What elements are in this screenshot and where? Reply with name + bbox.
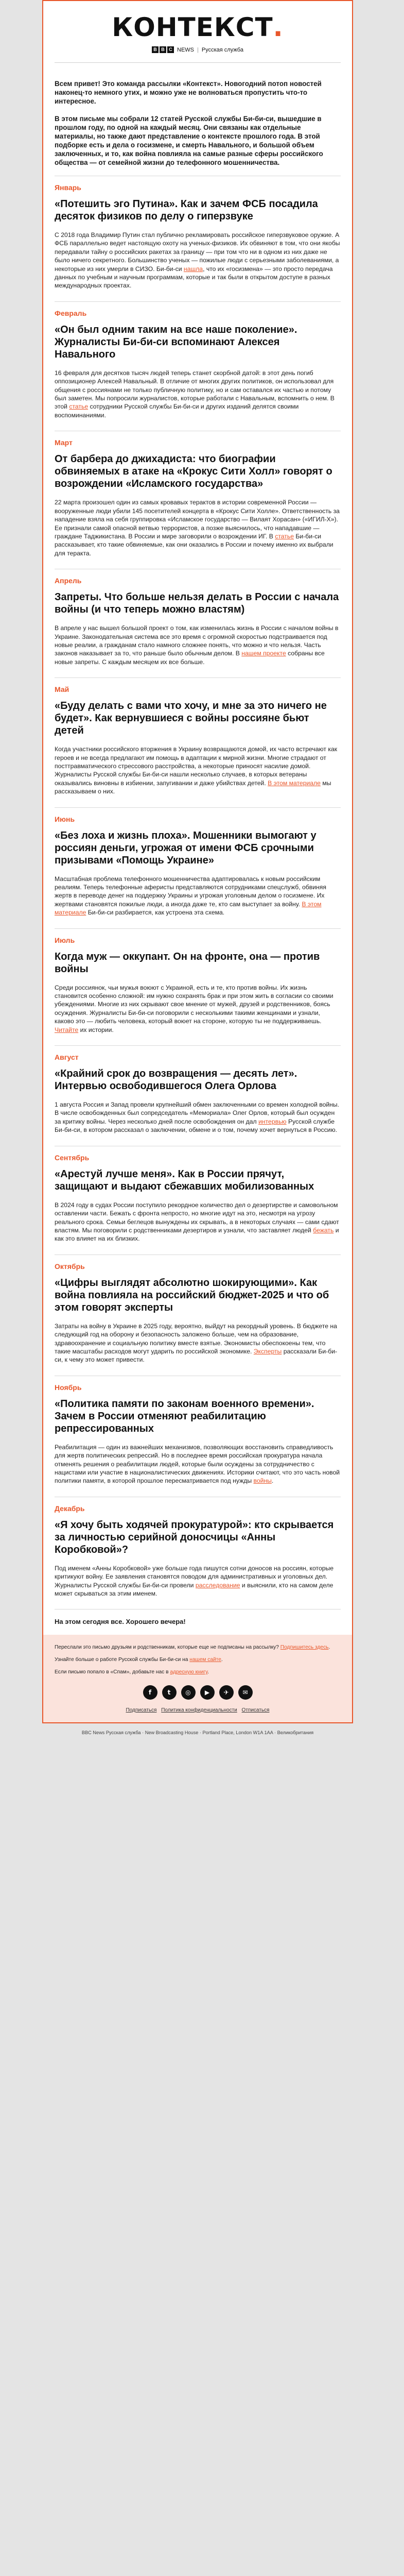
article-summary [55,745,341,795]
month-label: Май [55,685,69,694]
footer-link-privacy[interactable]: Политика конфиденциальности [161,1707,237,1714]
address-book-link[interactable]: адресную книгу [170,1669,208,1675]
article-summary [55,984,341,1034]
article-link[interactable]: нашла [183,265,203,273]
article-headline[interactable]: «Цифры выглядят абсолютно шокирующими». Как война повлияла на российский бюджет-2025 и что об этом говорят эксперты [55,1277,329,1313]
article-summary [55,1322,341,1364]
social-icons [55,1685,341,1700]
twitter-icon[interactable]: t [162,1685,177,1700]
article-summary [55,875,341,917]
telegram-icon[interactable]: ✈ [219,1685,234,1700]
article-section [55,431,341,569]
intro [55,79,341,167]
summary-text: Среди россиянок, чьи мужья воюют с Украиной, есть и те, кто против войны. Их жизнь становится особенно сложной: им нужно сохранять брак и при этом жить в согласии со своими убеждениями. Многие из них скрывают свое мнение от мужей, друзей и родственников, боясь осуждения. Журналисты Би-би-си поговорили с несколькими такими женщинами и узнали, каково это — любить человека, который воюет на стороне, которую ты не поддерживаешь. [55,984,333,1025]
article-headline[interactable]: «Крайний срок до возвращения — десять лет». Интервью освободившегося Олега Орлова [55,1068,297,1092]
article-headline[interactable]: «Я хочу быть ходячей прокуратурой»: кто скрывается за личностью серийной доносчицы «Анны Коробковой»? [55,1519,334,1555]
article-headline[interactable]: «Политика памяти по законам военного времени». Зачем в России отменяют реабилитацию репрессированных [55,1398,314,1434]
summary-text: В апреле у нас вышел большой проект о том, как изменилась жизнь в России с началом войны в Украине. Законодательная система все это время с огромной скоростью подстраивается под новые реалии, а гражданам стало намного сложнее понять, что можно и что нельзя. Часть законов наказывает за то, что раньше было обычным делом. В [55,624,339,657]
bbc-letter-c: C [167,46,174,53]
intro-paragraph: Всем привет! Это команда рассылки «Контекст». Новогодний потоп новостей наконец-то немного утих, и можно уже не волноваться пропустить что-то интересное. [55,80,322,105]
article-link[interactable]: расследование [195,1581,240,1589]
footer-text: . [328,1645,330,1651]
article-section [55,301,341,431]
article-section [55,569,341,677]
article-sections [55,176,341,1609]
email-icon[interactable]: ✉ [238,1685,253,1700]
summary-text: Русской службе Би-би-си, в котором рассказал о заключении, обмене и о том, почему хочет вернуться в Россию. [55,1117,337,1134]
news-label: NEWS [177,46,195,53]
footer-link-unsubscribe[interactable]: Отписаться [241,1707,270,1714]
summary-text: их истории. [78,1026,114,1033]
article-section [55,928,341,1045]
subscribe-link[interactable]: Подпишитесь здесь [280,1645,329,1651]
article-headline[interactable]: «Без лоха и жизнь плоха». Мошенники вымогают у россиян деньги, угрожая от имени ФСБ срочными призывами «Помощь Украине» [55,829,317,866]
article-link[interactable]: войны [253,1477,272,1485]
article-section [55,1255,341,1376]
footer-text: Переслали это письмо друзьям и родственникам, которые еще не подписаны на рассылку? [55,1645,280,1651]
footer-spam-note [55,1669,341,1676]
article-headline[interactable]: «Потешить эго Путина». Как и зачем ФСБ посадила десяток физиков по делу о гиперзвуке [55,198,318,222]
footer-text: Если письмо попало в «Спам», добавьте нас в [55,1669,170,1675]
month-label: Март [55,438,73,447]
article-link[interactable]: Эксперты [253,1347,282,1355]
bbc-logo [152,46,174,53]
footer-site-note [55,1656,341,1664]
kontekst-logo[interactable] [55,14,341,40]
newsletter-wrapper [42,0,353,1736]
article-section [55,1497,341,1609]
summary-text: 1 августа Россия и Запад провели крупнейший обмен заключенными со времен холодной войны. В числе освобожденных был сопредседатель «Мемориала» Олег Орлов, который был осужден за критику войны. Через несколько дней после освобождения он дал [55,1101,340,1125]
brand-separator: | [197,46,199,53]
logo-text: КОНТЕКСТ [112,12,273,42]
article-headline[interactable]: От барбера до джихадиста: что биографии обвиняемых в атаке на «Крокус Сити Холл» говорят о возрождении «Исламского государства» [55,453,332,490]
article-headline[interactable]: «Буду делать с вами что хочу, и мне за это ничего не будет». Как вернувшиеся с войны россияне бьют детей [55,700,327,737]
summary-text: Реабилитация — один из важнейших механизмов, позволяющих восстановить справедливость для жертв политических репрессий. Но в последнее время российская прокуратура начала отменять решения о реабилитации людей, которые были осуждены за сотрудничество с нацистами или участие в националистических движениях. Историки считают, что это часть новой политики памяти, в которой прошлое пересматривается под нужды [55,1443,340,1485]
article-link[interactable]: бежать [313,1226,334,1234]
summary-text: . [271,1477,274,1485]
summary-text: и выяснили, кто на самом деле может скрываться за этим именем. [55,1581,333,1597]
summary-text: собраны все новые запреты. С каждым месяцем их все больше. [55,650,325,666]
summary-text: С 2018 года Владимир Путин стал публично рекламировать российское гиперзвуковое оружие. А ФСБ параллельно ведет настоящую охоту на ученых-физиков. Их обвиняют в том, что они якобы передавали тайну о российских ракетах за границу — при том что ни в одном из них даже не было ничего секретного. Большинство ученых — пожилые люди с серьезными заболеваниями, а некоторые из них умерли в СИЗО. Би-би-си [55,231,340,273]
article-section [55,1045,341,1146]
article-link[interactable]: Читайте [55,1026,79,1033]
article-section [55,807,341,928]
instagram-icon[interactable]: ◎ [181,1685,196,1700]
summary-text: Когда участники российского вторжения в Украину возвращаются домой, их часто встречают как героев и не всегда предлагают им помощь в адаптации к мирной жизни. Многие страдают от посттравматического стрессового расстройства, а некоторые приносят насилие домой. Журналисты Русской службы Би-би-си нашли несколько случаев, в которых ветераны оказывались виновны в избиении, запугивании и даже убийствах детей. [55,745,338,787]
article-summary [55,498,341,557]
article-headline[interactable]: Когда муж — оккупант. Он на фронте, она — против войны [55,951,320,975]
summary-text: Затраты на войну в Украине в 2025 году, вероятно, выйдут на рекордный уровень. В бюджете на следующий год на оборону и безопасность заложено больше, чем на образование, здравоохранение и социальную политику вместе взятые. Экономисты обеспокоены тем, что такие масштабы расходов могут ударить по российской экономике. [55,1322,337,1355]
article-summary [55,1564,341,1598]
summary-text: сотрудники Русской службы Би-би-си и других изданий делятся своими воспоминаниями. [55,403,299,419]
bbc-letter-b2: B [160,46,166,53]
article-summary [55,1201,341,1243]
brand-header [55,1,341,63]
footer-text: . [207,1669,209,1675]
facebook-icon[interactable]: f [143,1685,157,1700]
summary-text: В 2024 году в судах России поступило рекордное количество дел о дезертирстве и самовольном оставлении части. Бежать с фронта непросто, но многие идут на это, несмотря на угрозу реального срока. Семьи беглецов вынуждены их скрывать, а в некоторых случаях — сами сдают властям. Мы поговорили с родственниками дезертиров и узнали, что заставляет людей [55,1201,339,1234]
month-label: Октябрь [55,1262,85,1270]
article-section [55,1146,341,1255]
summary-text: Би-би-си разбирается, как устроена эта схема. [86,909,225,917]
month-label: Декабрь [55,1504,85,1513]
month-label: Январь [55,183,81,192]
month-label: Февраль [55,309,87,317]
month-label: Июль [55,936,75,944]
article-link[interactable]: В этом материале [55,900,322,917]
article-link[interactable]: нашем проекте [241,650,286,657]
article-headline[interactable]: Запреты. Что больше нельзя делать в России с начала войны (и что теперь можно властям) [55,591,339,616]
footer-links [55,1707,341,1714]
month-label: Сентябрь [55,1153,90,1162]
month-label: Ноябрь [55,1383,82,1392]
summary-text: и как это влияет на их близких. [55,1226,339,1243]
site-link[interactable]: нашем сайте [189,1657,221,1663]
article-section [55,1376,341,1497]
legal-address: BBC News Русская служба · New Broadcasting House · Portland Place, London W1A 1AA · Великобритания [81,1730,314,1736]
newsletter-card [42,0,353,1723]
article-headline[interactable]: «Арестуй лучше меня». Как в России прячут, защищают и выдают сбежавших мобилизованных [55,1168,314,1192]
article-link[interactable]: статье [275,532,294,540]
footer-text: Узнайте больше о работе Русской службы Би-би-си на [55,1657,190,1663]
article-link[interactable]: интервью [258,1117,287,1125]
article-summary [55,1443,341,1485]
article-headline[interactable]: «Он был одним таким на все наше поколение». Журналисты Би-би-си вспоминают Алексея Навального [55,324,297,360]
summary-text: , что их «госизмена» — это просто передача данных по учебным и научным программам, которые и так были в открытом доступе в разных международных проектах. [55,265,333,290]
summary-text: рассказали Би-би-си, к чему это может привести. [55,1347,338,1364]
summary-text: Масштабная проблема телефонного мошенничества адаптировалась к новым российским реалиям. Теперь телефонные аферисты представляются сотрудниками спецслужб, обвиняя жертв в переводе денег на поддержку Украины и угрожая уголовным делом о госизмене. Их жертвами становятся пожилые люди, а иногда даже те, кто сам выступает за войну. [55,875,326,908]
service-label: Русская служба [201,46,243,53]
footer-link-subscribe[interactable]: Подписаться [126,1707,157,1714]
footer-box [43,1635,352,1722]
article-summary [55,231,341,290]
article-summary [55,624,341,666]
footer-text: . [221,1657,223,1663]
bbc-letter-b1: B [152,46,159,53]
summary-text: 16 февраля для десятков тысяч людей теперь станет скорбной датой: в этот день погиб оппозиционер Алексей Навальный. В отличие от многих других политиков, он использовал для общения с россиянами не только публичную политику, но и сам оставался их частью и потому был заметен. Мы попросили журналистов, которые работали с Навальным, вспомнить о нем. В этой [55,369,335,411]
article-link[interactable]: статье [69,403,89,411]
month-label: Август [55,1053,79,1062]
month-label: Июнь [55,815,75,823]
intro-paragraph: В этом письме мы собрали 12 статей Русской службы Би-би-си, вышедшие в прошлом году, по одной на каждый месяц. Они связаны как отдельные материалы, но также дают представление о контексте прошлого года. В этой подборке есть и дела о госизмене, и смерть Навального, и большой объем заключенных, и то, как война повлияла на самые разные сферы российского общества — от семейной жизни до телефонного мошенничества. [55,115,323,166]
article-section [55,677,341,807]
summary-text: мы рассказываем о них. [55,779,331,795]
article-summary [55,369,341,419]
article-summary [55,1100,341,1134]
logo-dot: . [273,12,284,42]
month-label: Апрель [55,577,82,585]
footer-forward-note [55,1644,341,1651]
summary-text: Под именем «Анны Коробковой» уже больше года пишутся сотни доносов на россиян, которые критикуют войну. Ее заявления становятся поводом для административных и уголовных дел. Журналисты Русской службы Би-би-си провели [55,1564,334,1589]
outro: На этом сегодня все. Хорошего вечера! [55,1609,341,1635]
article-section [55,176,341,301]
summary-text: Би-би-си рассказывает, кто такие обвиняемые, как они оказались в России и почему именно их выбрали для теракта. [55,532,333,557]
youtube-icon[interactable]: ▶ [200,1685,215,1700]
summary-text: 22 марта произошел один из самых кровавых терактов в истории современной России — вооруженные люди убили 145 посетителей концерта в «Крокус Сити Холле». Ответственность за нападение взяла на себя группировка «Исламское государство — Вилаят Хорасан» («ИГИЛ-Х»). Ее признали самой опасной ветвью террористов, а позже выяснилось, что нападавшие — граждане Таджикистана. В России и мире заговорили о возрождении ИГ. В [55,499,340,540]
bbc-news-russian-line [55,46,341,53]
article-link[interactable]: В этом материале [268,779,321,787]
